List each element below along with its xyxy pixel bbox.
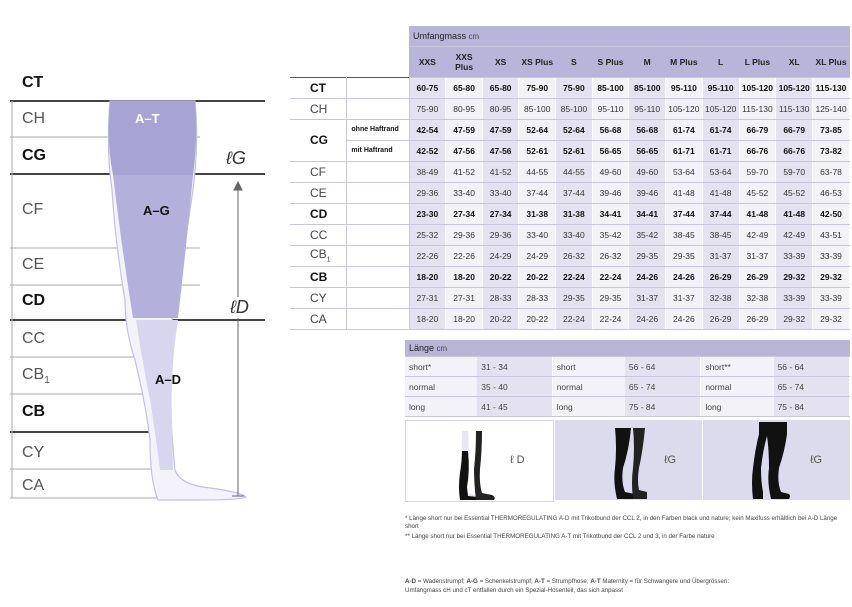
level-label-cb1: $CB_1$ [22, 366, 50, 387]
table-cell: 37-44 [556, 182, 593, 203]
table-cell: 85-100 [592, 77, 629, 98]
table-cell: 37-44 [519, 182, 556, 203]
table-cell: 53-64 [702, 161, 739, 182]
table-cell: 56-65 [629, 140, 666, 161]
pictogram-a-t [703, 420, 850, 500]
table-cell: 125-140 [813, 98, 850, 119]
measure-label: CY [290, 287, 347, 308]
table-row [290, 308, 850, 329]
table-cell: 37-44 [702, 203, 739, 224]
table-cell: 33-39 [813, 245, 850, 266]
table-cell: 56-68 [592, 119, 629, 140]
table-cell: 41-48 [776, 203, 813, 224]
table-cell: 115-130 [813, 77, 850, 98]
table-cell: 56-65 [592, 140, 629, 161]
length-label-d: ℓD [230, 297, 249, 317]
table-cell: 38-45 [665, 224, 702, 245]
table-cell: 66-76 [776, 140, 813, 161]
table-cell: 33-40 [519, 224, 556, 245]
table-cell: 20-22 [519, 308, 556, 329]
table-cell: 33-40 [446, 182, 483, 203]
measure-sub-label [347, 182, 409, 203]
table-cell: 49-60 [629, 161, 666, 182]
table-cell: 22-24 [556, 308, 593, 329]
measure-label: CG [290, 119, 347, 161]
legend-line-1: A-D = Wadenstrumpf; A-G = Schenkelstrumpf; A-T = Strumpfhose; A-T Maternity = für Schwangere und Übergrössen: [405, 578, 730, 585]
table-row [290, 266, 850, 287]
table-cell: 35-42 [592, 224, 629, 245]
length-label-g: ℓG [226, 148, 246, 168]
table-row [290, 98, 850, 119]
table-cell: 25-32 [409, 224, 446, 245]
table-cell: 38-49 [409, 161, 446, 182]
table-cell: 56 - 64 [774, 357, 850, 377]
table-cell: 26-29 [739, 266, 776, 287]
table-cell: 115-130 [739, 98, 776, 119]
table-cell: 85-100 [556, 98, 593, 119]
measure-label: CH [290, 98, 347, 119]
table-cell: 75 - 84 [625, 397, 701, 417]
table-cell: 20-22 [519, 266, 556, 287]
size-header: XL [776, 46, 813, 77]
level-label-ce: CE [22, 256, 45, 273]
table-cell: normal [701, 377, 774, 397]
table-cell: 61-74 [702, 119, 739, 140]
level-label-ca: CA [22, 477, 45, 494]
table-cell: 33-39 [776, 245, 813, 266]
level-label-cd: CD [22, 292, 46, 309]
table-cell: 23-30 [409, 203, 446, 224]
table-cell: 80-95 [446, 98, 483, 119]
table-cell: 66-79 [776, 119, 813, 140]
table-cell: 52-61 [556, 140, 593, 161]
table-cell: 65-80 [482, 77, 518, 98]
table-cell: 47-56 [446, 140, 483, 161]
size-header: S [556, 46, 593, 77]
table-row [290, 224, 850, 245]
table-cell: 42-50 [813, 203, 850, 224]
measure-label: $CB_1$ [290, 245, 347, 266]
table-row [405, 397, 850, 417]
length-table [405, 340, 850, 417]
pic-label-g2: ℓG [810, 454, 823, 466]
table-cell: 75 - 84 [774, 397, 850, 417]
table-cell: 29-36 [482, 224, 518, 245]
table-cell: 35-42 [629, 224, 666, 245]
table-cell: 47-59 [482, 119, 518, 140]
table-cell: 27-34 [446, 203, 483, 224]
table-cell: 59-70 [739, 161, 776, 182]
table-cell: 24-26 [665, 308, 702, 329]
measure-sub-label [347, 203, 409, 224]
measure-sub-label: mit Haftrand [347, 140, 409, 161]
pic-label-d: ℓ D [510, 454, 525, 466]
table-cell: long [552, 397, 625, 417]
table-cell: short** [701, 357, 774, 377]
table-cell: 52-64 [519, 119, 556, 140]
table-cell: 42-49 [739, 224, 776, 245]
legend-line-2: Umfangmass cH und cT entfallen durch ein Spezial-Hosenteil, das sich anpasst [405, 587, 623, 594]
table-cell: 56 - 64 [625, 357, 701, 377]
table-cell: 61-74 [665, 119, 702, 140]
table-cell: normal [552, 377, 625, 397]
table-cell: 27-31 [446, 287, 483, 308]
table-cell: 37-44 [665, 203, 702, 224]
size-header: L [702, 46, 739, 77]
table-cell: 35 - 40 [477, 377, 552, 397]
measure-sub-label [347, 245, 409, 266]
table-row [290, 77, 850, 98]
pic-label-g1: ℓG [664, 454, 677, 466]
table-cell: 41-48 [665, 182, 702, 203]
table-cell: 29-32 [776, 308, 813, 329]
table-cell: 41-48 [702, 182, 739, 203]
table-cell: 45-52 [739, 182, 776, 203]
table-row [290, 140, 850, 161]
table-cell: 29-32 [813, 266, 850, 287]
measure-sub-label: ohne Haftrand [347, 119, 409, 140]
table-cell: short* [405, 357, 477, 377]
table-cell: long [405, 397, 477, 417]
measure-sub-label [347, 266, 409, 287]
table-cell: 22-26 [409, 245, 446, 266]
table-cell: 75-90 [519, 77, 556, 98]
table-cell: 95-110 [702, 77, 739, 98]
table-cell: 34-41 [592, 203, 629, 224]
pictogram-a-d [405, 420, 554, 502]
table-cell: 42-52 [409, 140, 446, 161]
table-cell: 73-82 [813, 140, 850, 161]
table-cell: 33-40 [482, 182, 518, 203]
table-cell: 38-45 [702, 224, 739, 245]
length-table-title: Länge cm [405, 340, 850, 357]
table-cell: 29-36 [409, 182, 446, 203]
table-cell: 45-52 [776, 182, 813, 203]
pictogram-a-g [555, 420, 702, 500]
level-label-ct: CT [22, 74, 44, 91]
table-cell: 33-39 [813, 287, 850, 308]
table-cell: 18-20 [409, 308, 446, 329]
table-cell: 26-29 [702, 308, 739, 329]
table-cell: 56-68 [629, 119, 666, 140]
table-cell: 18-20 [446, 308, 483, 329]
table-cell: 39-46 [592, 182, 629, 203]
table-cell: 29-35 [629, 245, 666, 266]
table-cell: 80-95 [482, 98, 518, 119]
table-cell: 29-35 [665, 245, 702, 266]
table-cell: 28-33 [482, 287, 518, 308]
level-label-cb: CB [22, 403, 46, 420]
table-cell: 39-46 [629, 182, 666, 203]
size-header: M [629, 46, 666, 77]
measure-sub-label [347, 224, 409, 245]
measure-sub-label [347, 161, 409, 182]
table-cell: 95-110 [592, 98, 629, 119]
table-cell: 33-39 [776, 287, 813, 308]
table-row [405, 357, 850, 377]
measure-sub-label [347, 98, 409, 119]
table-cell: 26-29 [702, 266, 739, 287]
table-cell: 31-37 [702, 245, 739, 266]
table-cell: 42-54 [409, 119, 446, 140]
size-table-title: Umfangmass cm [409, 26, 849, 46]
measure-label: CD [290, 203, 347, 224]
table-cell: 31 - 34 [477, 357, 552, 377]
table-cell: 31-37 [665, 287, 702, 308]
footnote-2: ** Länge short nur bei Essential THERMOREGULATING A-T mit Trikotbund der CCL 2 und 3, in der Farbe nature [405, 533, 715, 540]
table-cell: 41-52 [482, 161, 518, 182]
table-cell: 85-100 [629, 77, 666, 98]
measure-sub-label [347, 308, 409, 329]
table-cell: 27-31 [409, 287, 446, 308]
size-table [290, 26, 850, 330]
table-cell: 47-59 [446, 119, 483, 140]
table-cell: 44-55 [556, 161, 593, 182]
measure-label: CT [290, 77, 347, 98]
table-cell: 31-38 [556, 203, 593, 224]
table-cell: 29-35 [556, 287, 593, 308]
table-cell: 20-22 [482, 266, 518, 287]
measure-label: CC [290, 224, 347, 245]
table-cell: 105-120 [665, 98, 702, 119]
table-row [290, 203, 850, 224]
size-header: M Plus [665, 46, 702, 77]
zone-label-a-g: A–G [143, 203, 170, 218]
table-cell: 49-60 [592, 161, 629, 182]
table-cell: 65 - 74 [625, 377, 701, 397]
table-cell: 75-90 [556, 77, 593, 98]
table-cell: 75-90 [409, 98, 446, 119]
table-cell: 29-36 [446, 224, 483, 245]
table-cell: 33-40 [556, 224, 593, 245]
table-cell: 24-29 [519, 245, 556, 266]
table-cell: 61-71 [702, 140, 739, 161]
size-header: XL Plus [813, 46, 850, 77]
table-cell: 24-29 [482, 245, 518, 266]
size-header: XXS Plus [446, 46, 483, 77]
measure-sub-label [347, 77, 409, 98]
table-cell: 29-32 [776, 266, 813, 287]
table-cell: 31-37 [739, 245, 776, 266]
table-cell: 61-71 [665, 140, 702, 161]
table-cell: 24-26 [629, 266, 666, 287]
size-header: XS Plus [519, 46, 556, 77]
measure-label: CB [290, 266, 347, 287]
measure-label: CE [290, 182, 347, 203]
table-cell: 95-110 [665, 77, 702, 98]
table-cell: 46-53 [813, 182, 850, 203]
table-row [405, 377, 850, 397]
table-cell: 22-24 [592, 266, 629, 287]
table-cell: 115-130 [776, 98, 813, 119]
table-cell: short [552, 357, 625, 377]
table-cell: 32-38 [739, 287, 776, 308]
table-row [290, 287, 850, 308]
table-cell: 105-120 [702, 98, 739, 119]
table-cell: 18-20 [446, 266, 483, 287]
table-cell: 59-70 [776, 161, 813, 182]
table-cell: 73-85 [813, 119, 850, 140]
level-label-cy: CY [22, 444, 45, 461]
table-cell: 42-49 [776, 224, 813, 245]
table-cell: 29-32 [813, 308, 850, 329]
table-cell: 26-32 [592, 245, 629, 266]
measure-sub-label [347, 287, 409, 308]
size-header: XXS [409, 46, 446, 77]
table-row [290, 182, 850, 203]
level-label-cf: CF [22, 201, 44, 218]
table-cell: 18-20 [409, 266, 446, 287]
table-cell: 22-24 [592, 308, 629, 329]
table-cell: 43-51 [813, 224, 850, 245]
table-row [290, 245, 850, 266]
table-cell: 26-29 [739, 308, 776, 329]
size-header: S Plus [592, 46, 629, 77]
table-cell: 24-26 [665, 266, 702, 287]
measure-label: CA [290, 308, 347, 329]
table-cell: 52-64 [556, 119, 593, 140]
table-cell: 32-38 [702, 287, 739, 308]
measure-label: CF [290, 161, 347, 182]
zone-label-a-d: A–D [155, 372, 182, 387]
table-cell: 28-33 [519, 287, 556, 308]
table-cell: 95-110 [629, 98, 666, 119]
footnote-1: * Länge short nur bei Essential THERMOREGULATING A-D mit Trikotbund der CCL 2, in den Farben black und nature; kein Maxifuss erhältlich bei A-D Länge short [405, 515, 838, 530]
table-cell: 31-38 [519, 203, 556, 224]
table-cell: 65-80 [446, 77, 483, 98]
table-cell: 29-35 [592, 287, 629, 308]
table-cell: 41 - 45 [477, 397, 552, 417]
table-cell: 47-56 [482, 140, 518, 161]
table-cell: 66-79 [739, 119, 776, 140]
size-header: L Plus [739, 46, 776, 77]
table-cell: 44-55 [519, 161, 556, 182]
table-cell: 63-78 [813, 161, 850, 182]
table-cell: 52-61 [519, 140, 556, 161]
table-cell: 26-32 [556, 245, 593, 266]
table-cell: 105-120 [739, 77, 776, 98]
table-cell: 60-75 [409, 77, 446, 98]
table-cell: normal [405, 377, 477, 397]
table-cell: 20-22 [482, 308, 518, 329]
size-header: XS [482, 46, 518, 77]
table-cell: 53-64 [665, 161, 702, 182]
table-cell: 22-24 [556, 266, 593, 287]
level-label-cg: CG [22, 147, 46, 164]
table-cell: long [701, 397, 774, 417]
table-cell: 85-100 [519, 98, 556, 119]
table-cell: 41-48 [739, 203, 776, 224]
table-cell: 27-34 [482, 203, 518, 224]
level-label-ch: CH [22, 110, 46, 127]
level-label-cc: CC [22, 330, 46, 347]
table-cell: 34-41 [629, 203, 666, 224]
table-row [290, 161, 850, 182]
table-cell: 22-26 [446, 245, 483, 266]
zone-label-a-t: A–T [135, 111, 160, 126]
table-row [290, 119, 850, 140]
table-cell: 65 - 74 [774, 377, 850, 397]
table-cell: 41-52 [446, 161, 483, 182]
table-cell: 66-76 [739, 140, 776, 161]
table-cell: 31-37 [629, 287, 666, 308]
table-cell: 24-26 [629, 308, 666, 329]
table-cell: 105-120 [776, 77, 813, 98]
